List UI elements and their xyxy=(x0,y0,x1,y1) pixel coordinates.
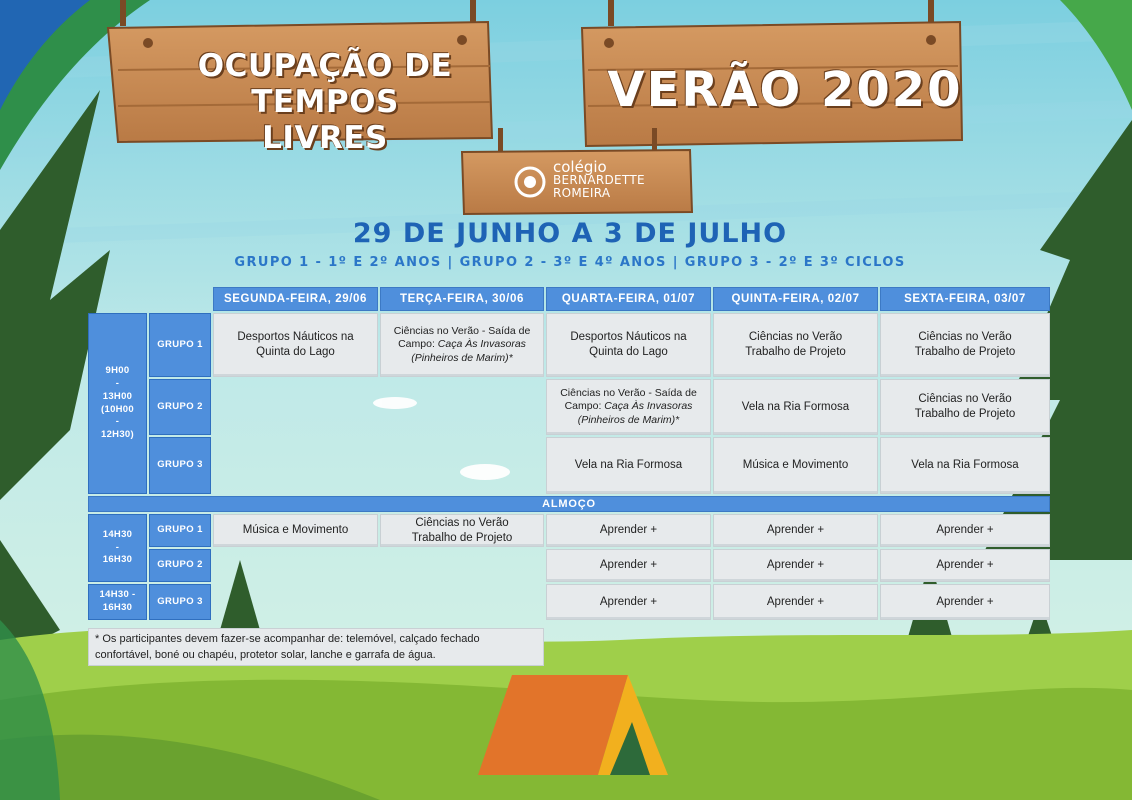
logo-text-colegio: colégio xyxy=(553,158,607,176)
afternoon-time-slot xyxy=(88,514,147,582)
activity-g1-tue-pm: Ciências no Verão Trabalho de Projeto xyxy=(380,514,544,547)
activity-line xyxy=(398,338,526,352)
day-header-monday: SEGUNDA-FEIRA, 29/06 xyxy=(213,287,378,311)
morning-time-slot xyxy=(88,313,147,494)
sign-title-summer: VERÃO 2020 xyxy=(607,62,963,118)
activity-g1-mon-pm: Música e Movimento xyxy=(213,514,378,547)
activity-g1-wed-pm: Aprender + xyxy=(546,514,711,547)
activity-g1-wed-am: Desportos Náuticos na Quinta do Lago xyxy=(546,313,711,377)
activity-g2-thu-pm: Aprender + xyxy=(713,549,878,582)
activity-g2-thu-am: Vela na Ria Formosa xyxy=(713,379,878,435)
group-label-1-afternoon: GRUPO 1 xyxy=(149,514,211,547)
time-line: 16H30 xyxy=(102,602,133,613)
activity-g2-fri-am: Ciências no Verão Trabalho de Projeto xyxy=(880,379,1050,435)
activity-line: Ciências no Verão - Saída de xyxy=(393,324,531,337)
time-line: 14H30 - xyxy=(99,589,136,601)
activity-g3-fri-am: Vela na Ria Formosa xyxy=(880,437,1050,494)
group-label-1-morning: GRUPO 1 xyxy=(149,313,211,377)
sign-title-line1: OCUPAÇÃO DE xyxy=(197,48,453,84)
day-header-tuesday: TERÇA-FEIRA, 30/06 xyxy=(380,287,544,311)
lunch-band: ALMOÇO xyxy=(88,496,1050,512)
time-line: (10H00 xyxy=(101,403,134,415)
activity-g3-thu-pm: Aprender + xyxy=(713,584,878,620)
activity-g3-fri-pm: Aprender + xyxy=(880,584,1050,620)
group-label-3-morning: GRUPO 3 xyxy=(149,437,211,494)
activity-line-part-italic: Caça Às Invasoras xyxy=(437,338,526,351)
activity-line: (Pinheiros de Marim)* xyxy=(577,413,680,426)
logo-text-bernardette: BERNARDETTE xyxy=(553,173,645,187)
time-line: 9H00 xyxy=(105,365,130,377)
activity-line: Ciências no Verão - Saída de xyxy=(560,386,697,399)
day-header-friday: SEXTA-FEIRA, 03/07 xyxy=(880,287,1050,311)
activity-line: (Pinheiros de Marim)* xyxy=(411,351,513,364)
activity-line xyxy=(565,400,693,414)
date-range-title: 29 DE JUNHO A 3 DE JULHO xyxy=(352,218,788,249)
time-line: - xyxy=(115,416,120,428)
activity-g3-wed-pm: Aprender + xyxy=(546,584,711,620)
day-header-thursday: QUINTA-FEIRA, 02/07 xyxy=(713,287,878,311)
time-line: 12H30) xyxy=(101,429,134,441)
group-label-3-afternoon: GRUPO 3 xyxy=(149,584,211,620)
activity-g3-wed-am: Vela na Ria Formosa xyxy=(546,437,711,494)
day-header-wednesday: QUARTA-FEIRA, 01/07 xyxy=(546,287,711,311)
activity-g2-wed-pm: Aprender + xyxy=(546,549,711,582)
groups-subtitle: GRUPO 1 - 1º E 2º ANOS | GRUPO 2 - 3º E 4º ANOS | GRUPO 3 - 2º E 3º CICLOS xyxy=(234,255,906,270)
logo-text-romeira: ROMEIRA xyxy=(553,186,611,200)
activity-g3-thu-am: Música e Movimento xyxy=(713,437,878,494)
activity-line-part: Campo: xyxy=(564,400,605,413)
time-line: 16H30 xyxy=(102,554,133,566)
activity-g2-fri-pm: Aprender + xyxy=(880,549,1050,582)
activity-g1-thu-pm: Aprender + xyxy=(713,514,878,547)
afternoon-time-slot-group3 xyxy=(88,584,147,620)
activity-g1-tue-am xyxy=(380,313,544,377)
time-line: 13H00 xyxy=(102,390,133,402)
group-label-2-afternoon: GRUPO 2 xyxy=(149,549,211,582)
activity-g1-fri-pm: Aprender + xyxy=(880,514,1050,547)
activity-g1-fri-am: Ciências no Verão Trabalho de Projeto xyxy=(880,313,1050,377)
sign-title-line2: TEMPOS LIVRES xyxy=(251,84,399,156)
time-line: 14H30 xyxy=(102,528,133,540)
activity-g1-mon-am: Desportos Náuticos na Quinta do Lago xyxy=(213,313,378,377)
activity-g1-thu-am: Ciências no Verão Trabalho de Projeto xyxy=(713,313,878,377)
participants-note: * Os participantes devem fazer-se acompanhar de: telemóvel, calçado fechado confortável, boné ou chapéu, protetor solar, lanche e garrafa de água. xyxy=(88,628,544,666)
activity-line-part-italic: Caça Às Invasoras xyxy=(604,400,693,413)
time-line: - xyxy=(115,377,120,389)
activity-g2-wed-am xyxy=(546,379,711,435)
time-line: - xyxy=(115,541,120,553)
group-label-2-morning: GRUPO 2 xyxy=(149,379,211,435)
activity-line-part: Campo: xyxy=(398,338,438,351)
